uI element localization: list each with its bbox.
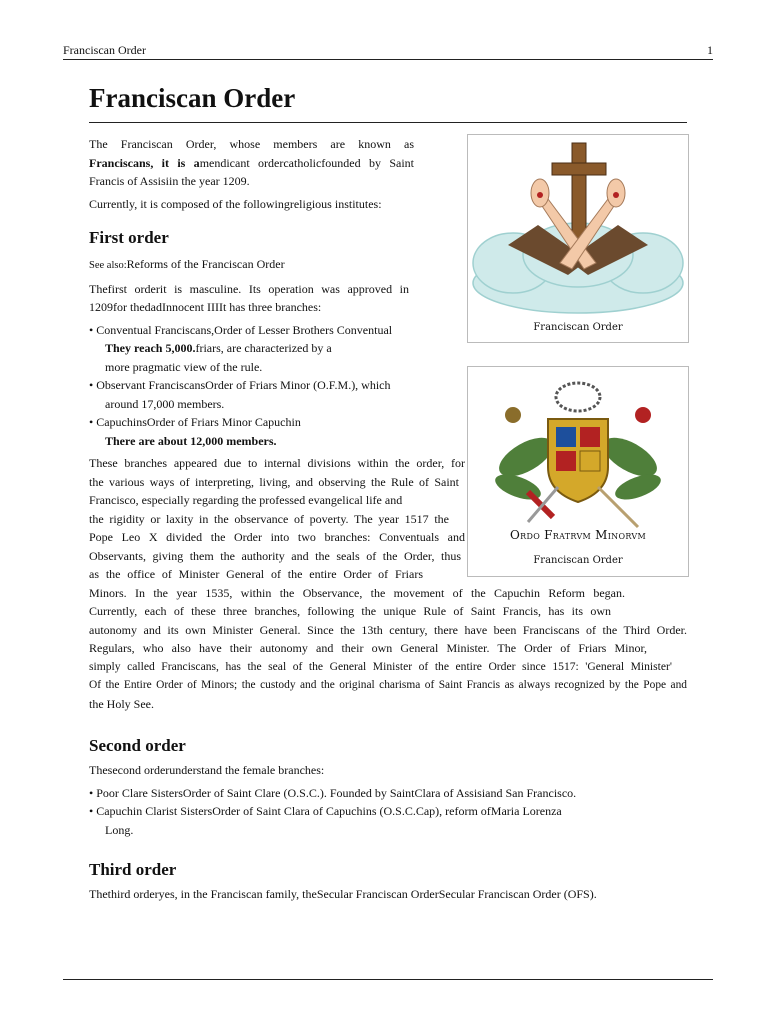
- conventual-count: They reach 5,000.: [105, 341, 196, 355]
- intro-section: [89, 135, 414, 213]
- third-order-heading: Third order: [89, 860, 177, 879]
- para-line-13: Of the Entire Order of Minors; the custody and the original charisma of Saint Francis as always recognized by the Pope and: [89, 679, 687, 691]
- branch-item-conventual: • Conventual Franciscans,Order of Lesser Brothers Conventual: [89, 322, 393, 337]
- conventual-desc: friars, are characterized by a: [195, 341, 332, 355]
- third-order-paragraph: Thethird orderyes, in the Franciscan family, theSecular Franciscan OrderSecular Franciscan Order (OFS).: [89, 887, 597, 901]
- para-line-11: Regulars, who also have their autonomy and their own General Minister. The Order of Friars Minor,: [89, 641, 647, 655]
- para-line-10: autonomy and its own Minister General. Since the 13th century, there have been Franciscans of the Third Order.: [89, 622, 687, 637]
- second-order-item-poor-clare: • Poor Clare SistersOrder of Saint Clare (O.S.C.). Founded by SaintClara of Assisiand San Francisco.: [89, 785, 577, 800]
- para-line-14: the Holy See.: [89, 696, 154, 711]
- branch-item-conventual-line-2: [89, 339, 409, 358]
- see-also-link[interactable]: Reforms of the Franciscan Order: [126, 257, 285, 271]
- branch-item-observant: • Observant FranciscansOrder of Friars Minor (O.F.M.), which: [89, 378, 391, 392]
- branch-item-capuchin-line-2: [89, 432, 409, 451]
- intro-line-1: The Franciscan Order, whose members are known as: [89, 137, 414, 151]
- para-line-9: Currently, each of these three branches, following the unique Rule of Saint Francis, has its own: [89, 604, 611, 618]
- para-line-6: Observants, giving them the authority and the seals of the Order, thus: [89, 548, 461, 563]
- first-order-heading: First order: [89, 228, 169, 247]
- first-order-line-2: 1209for thedadInnocent IIIIt has three branches:: [89, 300, 322, 314]
- second-order-paragraph: Thesecond orderunderstand the female branches:: [89, 763, 325, 777]
- page-title: Franciscan Order: [89, 80, 687, 123]
- running-header: [63, 43, 713, 60]
- intro-line-3: Francis of Assisiin the year 1209.: [89, 174, 250, 188]
- para-line-3: Francisco, especially regarding the professed evangelical life and: [89, 493, 403, 507]
- branch-item-observant-line-2: around 17,000 members.: [105, 396, 225, 411]
- intro-paragraph-2: Currently, it is composed of the followingreligious institutes:: [89, 196, 382, 211]
- figure-franciscan-emblem: [467, 134, 689, 343]
- para-line-5: Pope Leo X divided the Order into two branches: Conventuals and: [89, 530, 465, 544]
- branch-item-conventual-line-3: more pragmatic view of the rule.: [105, 359, 263, 374]
- footer-rule: [63, 979, 713, 980]
- para-line-8: Minors. In the year 1535, within the Observance, the movement of the Capuchin Reform began.: [89, 585, 625, 600]
- para-line-7: as the office of Minister General of the entire Order of Friars: [89, 567, 423, 581]
- para-line-4: the rigidity or laxity in the observance of poverty. The year 1517 the: [89, 511, 449, 526]
- para-line-12: simply called Franciscans, has the seal of the General Minister of the entire Order since 1517: 'General Minister': [89, 659, 672, 673]
- see-also-label: See also:: [89, 260, 127, 271]
- figure-2-caption: Franciscan Order: [533, 555, 623, 566]
- branch-item-capuchin: • CapuchinsOrder of Friars Minor Capuchin: [89, 415, 301, 429]
- first-order-section: [89, 255, 409, 450]
- figure-coat-of-arms: [467, 366, 689, 577]
- coat-of-arms-image: [468, 367, 688, 547]
- intro-line-2: [89, 154, 414, 173]
- capuchin-count: There are about 12,000 members.: [105, 433, 277, 448]
- figure-1-caption: Franciscan Order: [533, 322, 623, 333]
- franciscan-emblem-image: [468, 135, 688, 320]
- see-also: [89, 255, 409, 276]
- intro-rest: mendicant ordercatholicfounded by Saint: [199, 155, 414, 170]
- page-number: 1: [707, 43, 713, 57]
- para-line-2: the various ways of interpreting, living, and observing the Rule of Saint: [89, 474, 459, 489]
- second-order-heading: Second order: [89, 736, 186, 755]
- para-line-1: These branches appeared due to internal divisions within the order, for: [89, 456, 465, 470]
- first-order-line-1: Thefirst orderit is masculine. Its operation was approved in: [89, 281, 409, 296]
- second-order-section: [89, 761, 689, 839]
- second-order-item-capuchin-clarist: • Capuchin Clarist SistersOrder of Saint Clara of Capuchins (O.S.C.Cap), reform ofMaria Lorenza: [89, 804, 562, 818]
- intro-bold: Franciscans, it is a: [89, 155, 200, 170]
- second-order-item-capuchin-clarist-line-2: Long.: [105, 822, 134, 837]
- running-header-title: Franciscan Order: [63, 43, 146, 57]
- figure-2-motto: Ordo Fratrvm Minorvm: [510, 528, 646, 542]
